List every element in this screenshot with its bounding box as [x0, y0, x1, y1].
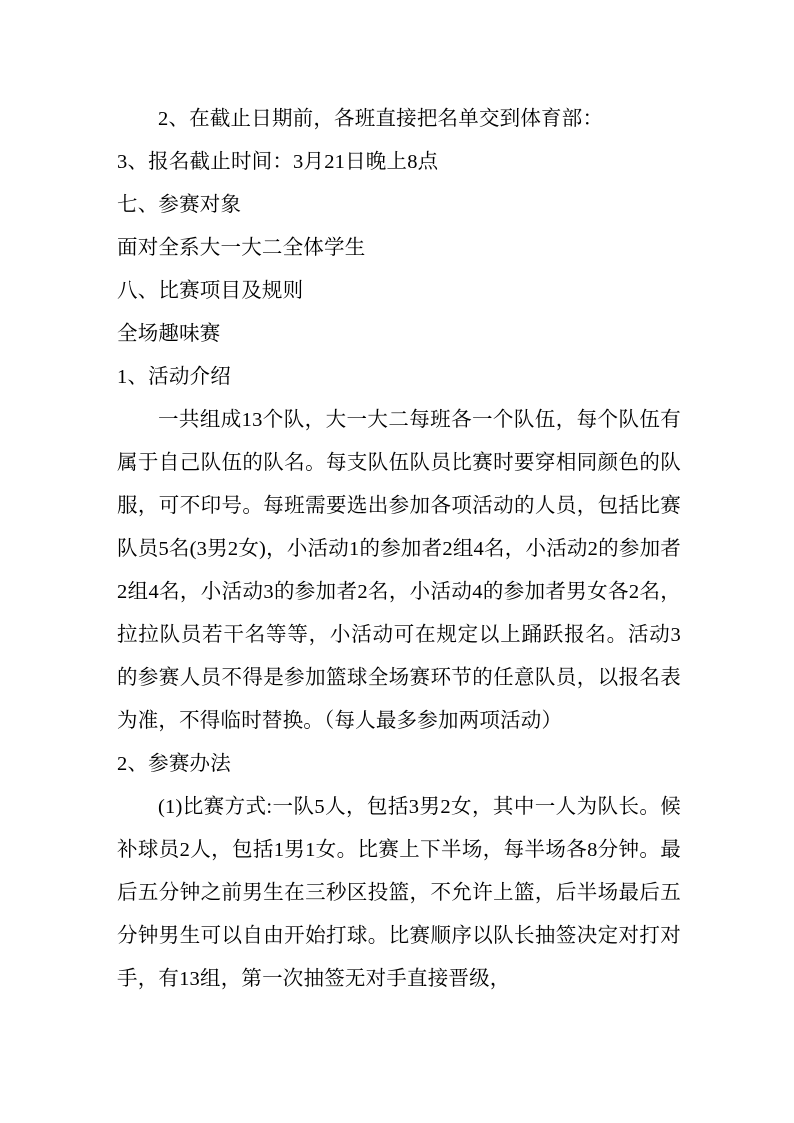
paragraph-activity-introduction: 一共组成13个队，大一大二每班各一个队伍，每个队伍有属于自己队伍的队名。每支队伍队员比赛时要穿相同颜色的队服，可不印号。每班需要选出参加各项活动的人员，包括比赛队员5名(3男2女)，小活动1的参加者2组4名，小活动2的参加者2组4名，小活动3的参加者2名，小活动4的参加者男女各2名，拉拉队员若干名等等，小活动可在规定以上踊跃报名。活动3的参赛人员不得是参加篮球全场赛环节的任意队员，以报名表为准，不得临时替换。（每人最多参加两项活动）: [117, 409, 681, 732]
item-1-activity-introduction: 1、活动介绍: [117, 366, 231, 388]
document-body: [117, 98, 681, 1001]
participants-scope: 面对全系大一大二全体学生: [117, 237, 366, 259]
item-2-deadline-submission: 2、在截止日期前，各班直接把名单交到体育部：: [158, 108, 604, 130]
item-3-registration-deadline: 3、报名截止时间：3月21日晚上8点: [117, 151, 439, 173]
heading-8-events-and-rules: 八、比赛项目及规则: [117, 280, 304, 302]
item-2-entry-method: 2、参赛办法: [117, 753, 231, 775]
heading-7-participants: 七、参赛对象: [117, 194, 242, 216]
subheading-full-court-fun-match: 全场趣味赛: [117, 323, 221, 345]
paragraph-match-format: (1)比赛方式:一队5人，包括3男2女，其中一人为队长。候补球员2人，包括1男1女。比赛上下半场，每半场各8分钟。最后五分钟之前男生在三秒区投篮，不允许上篮，后半场最后五分钟男生可以自由开始打球。比赛顺序以队长抽签决定对打对手，有13组，第一次抽签无对手直接晋级，: [117, 796, 681, 990]
